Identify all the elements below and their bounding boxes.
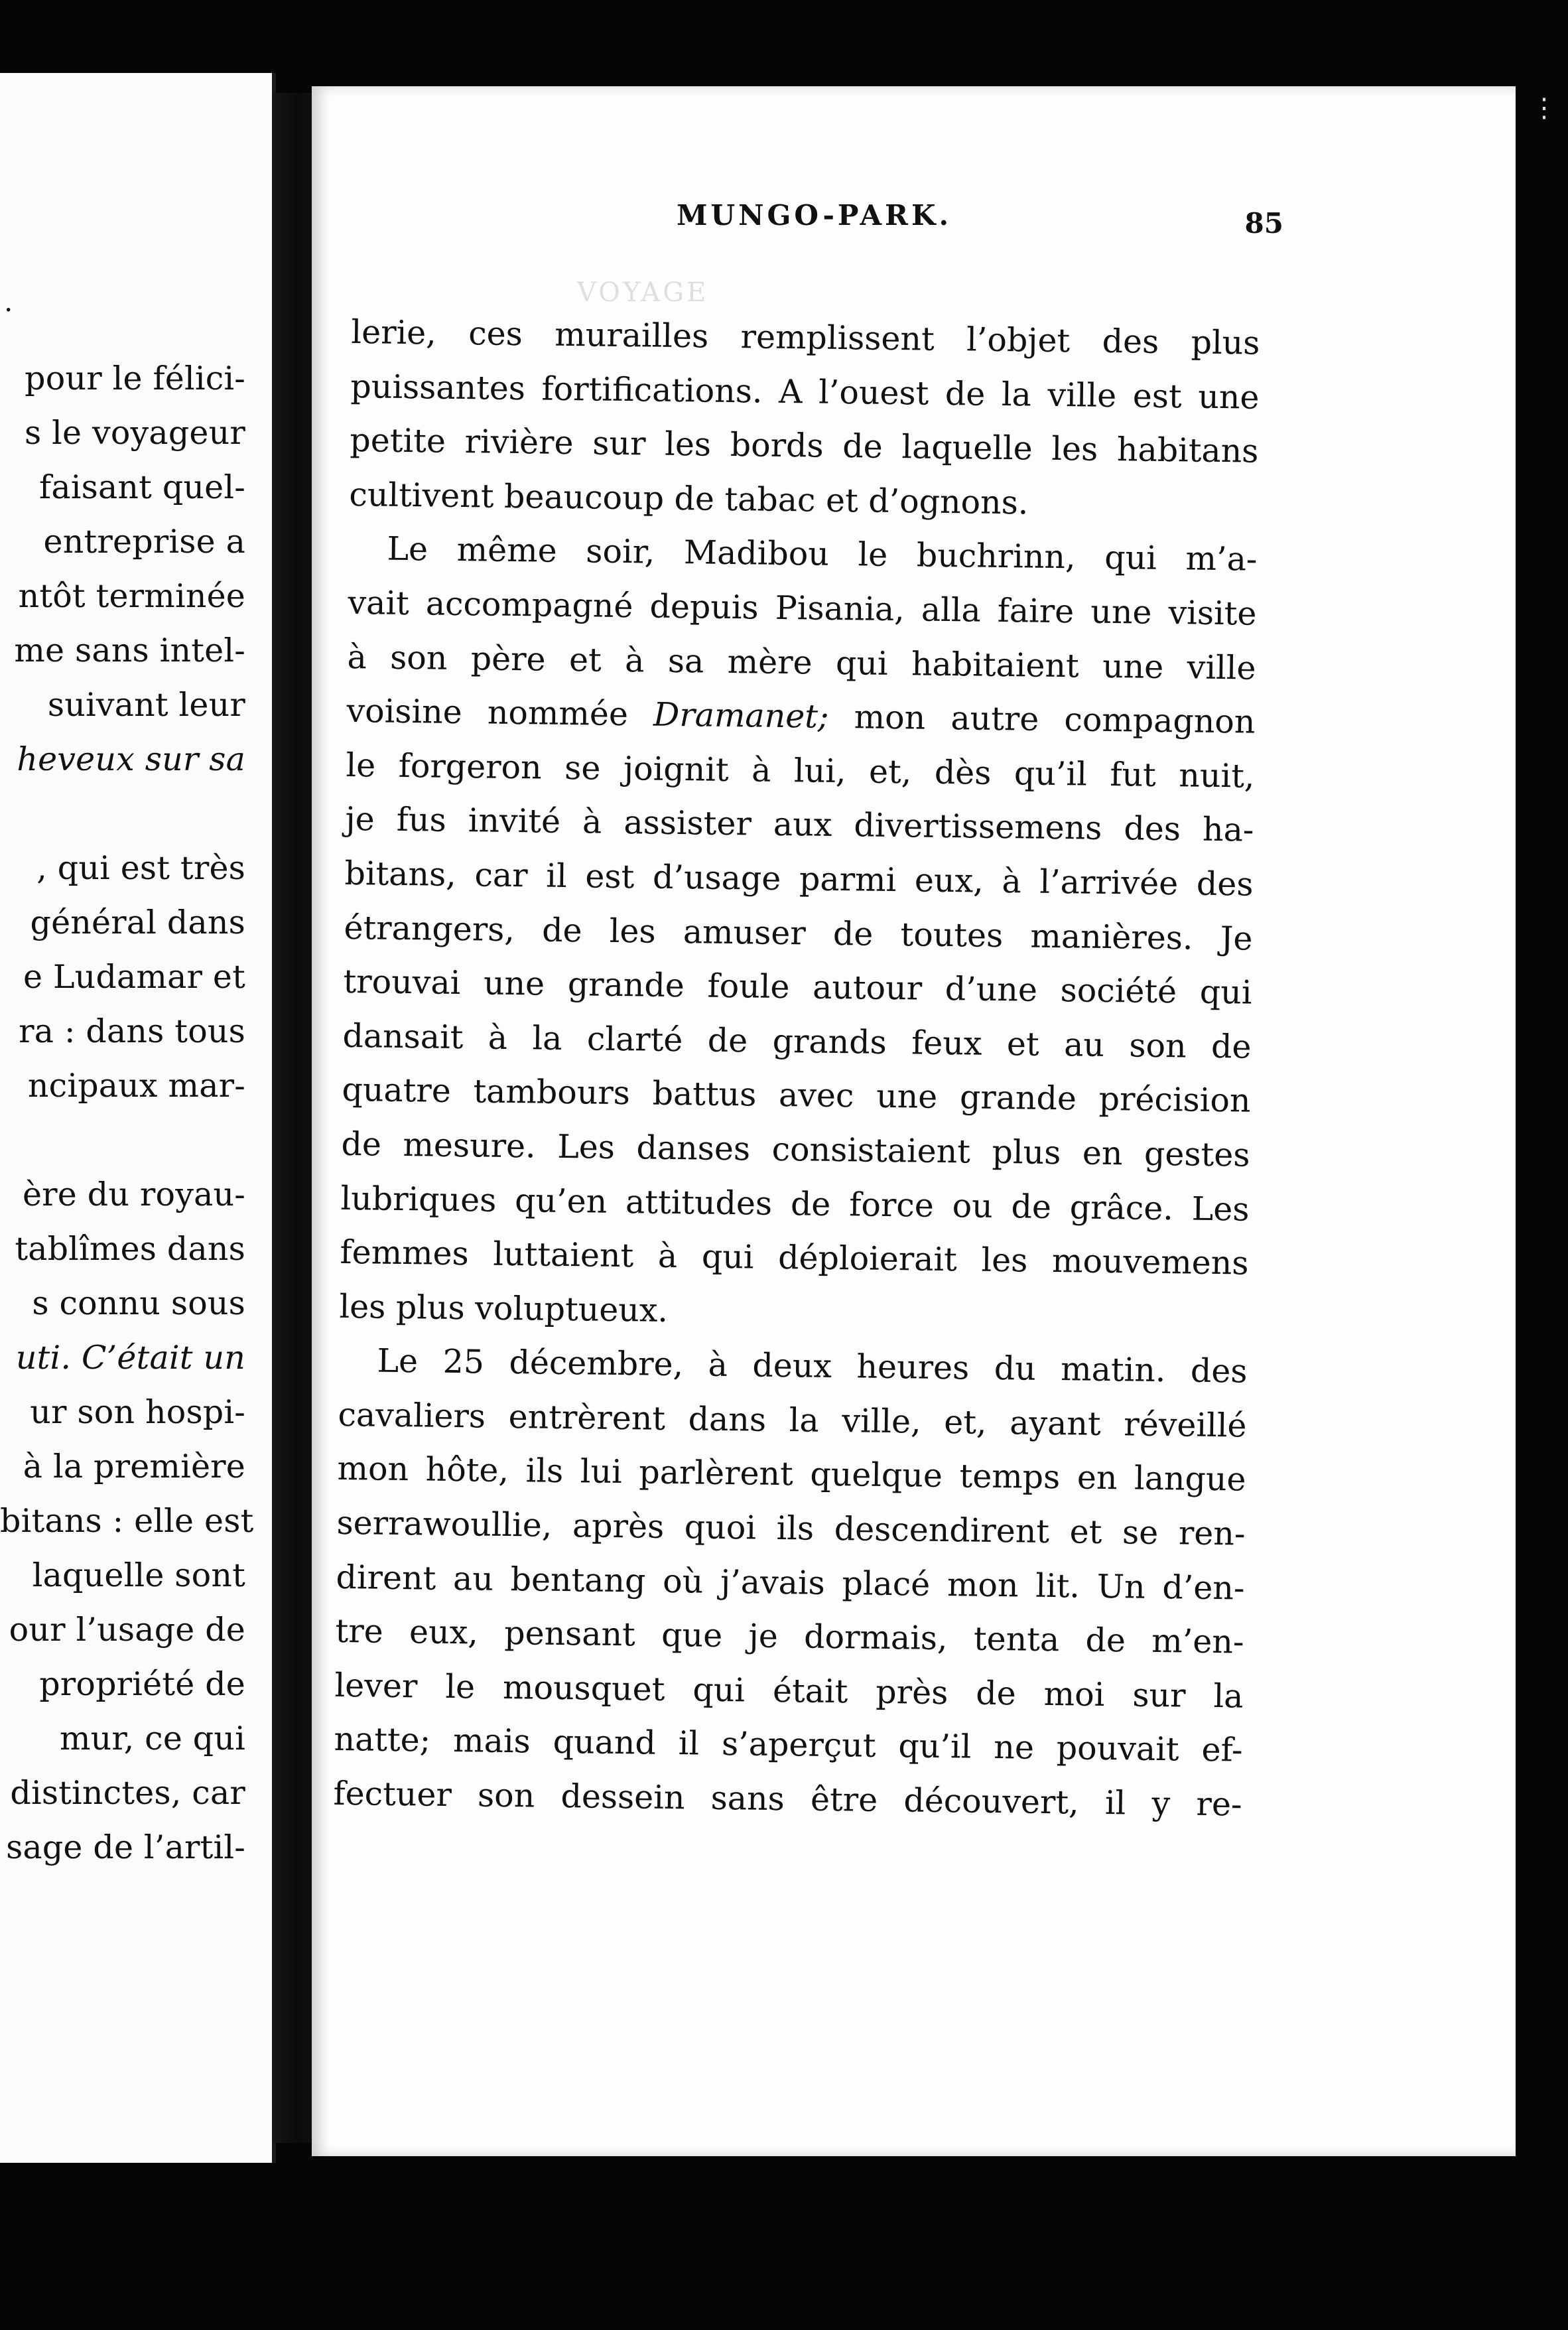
left-line: [0, 1113, 245, 1168]
text-line: lever le mousquet qui était près de moi sur la: [334, 1666, 1244, 1716]
left-line: e Ludamar et: [23, 958, 245, 996]
left-line: me sans intel-: [14, 632, 245, 669]
left-line: laquelle sont: [32, 1556, 245, 1594]
text-fragment: voisine nommée: [346, 692, 629, 734]
text-line: bitans, car il est d’usage parmi eux, à l’arrivée des: [344, 854, 1254, 904]
text-line: les plus voluptueux.: [339, 1287, 669, 1330]
left-line: sage de l’artil-: [6, 1828, 245, 1866]
left-line: bitans : elle est: [0, 1502, 254, 1540]
left-line: uti. C’était un: [15, 1339, 245, 1377]
left-line: heveux sur sa: [17, 740, 245, 778]
left-line: tablîmes dans: [15, 1230, 245, 1268]
page-number: 85: [1244, 207, 1283, 240]
left-line: , qui est très: [36, 849, 245, 887]
text-line: je fus invité à assister aux divertissemens des ha-: [345, 800, 1254, 850]
text-line: trouvai une grande foule autour d’une société qui: [343, 963, 1252, 1012]
running-head: MUNGO-PARK.: [677, 199, 952, 232]
text-line: dirent au bentang où j’avais placé mon lit. Un d’en-: [336, 1558, 1245, 1608]
text-line: tre eux, pensant que je dormais, tenta de m’en-: [335, 1612, 1244, 1661]
left-page-mark: .: [4, 285, 13, 318]
text-line: puissantes fortifications. A l’ouest de la ville est une: [350, 367, 1260, 417]
text-line: lubriques qu’en attitudes de force ou de grâce. Les: [340, 1179, 1250, 1229]
left-line: [0, 787, 245, 841]
left-line: ncipaux mar-: [27, 1067, 245, 1105]
text-line: le forgeron se joignit à lui, et, dès qu’il fut nuit,: [346, 746, 1255, 795]
text-line: à son père et à sa mère qui habitaient une ville: [347, 638, 1256, 687]
left-page-text: [0, 352, 254, 1875]
text-line: fectuer son dessein sans être découvert, il y re-: [333, 1774, 1242, 1824]
text-line: femmes luttaient à qui déploierait les mouvemens: [340, 1233, 1249, 1282]
text-line: dansait à la clarté de grands feux et au son de: [342, 1016, 1252, 1066]
left-line: à la première: [23, 1448, 245, 1485]
scan-right-edge: [1516, 73, 1568, 2183]
left-line: s le voyageur: [25, 414, 245, 452]
edge-mark: ⋮: [1531, 93, 1557, 123]
page-body: [333, 305, 1260, 1832]
text-line: vait accompagné depuis Pisania, alla faire une visite: [348, 583, 1257, 633]
left-line: our l’usage de: [9, 1611, 245, 1649]
text-line: serrawoullie, après quoi ils descendirent et se ren-: [336, 1503, 1246, 1553]
left-line: entreprise a: [43, 523, 245, 561]
left-line: ntôt terminée: [18, 577, 245, 615]
text-line: Le même soir, Madibou le buchrinn, qui m’a-: [387, 530, 1258, 579]
left-line: s connu sous: [32, 1284, 245, 1322]
text-line: lerie, ces murailles remplissent l’objet des plus: [351, 312, 1260, 362]
text-line: cavaliers entrèrent dans la ville, et, ayant réveillé: [338, 1395, 1247, 1445]
text-line: natte; mais quand il s’aperçut qu’il ne pouvait ef-: [334, 1720, 1243, 1770]
text-line: étrangers, de les amuser de toutes manières. Je: [344, 908, 1253, 958]
left-line: suivant leur: [47, 686, 245, 724]
left-line: ur son hospi-: [30, 1393, 245, 1431]
place-name: Dramanet;: [653, 695, 829, 736]
left-line: distinctes, car: [10, 1774, 245, 1812]
text-line: Le 25 décembre, à deux heures du matin. des: [377, 1341, 1248, 1391]
left-line: ère du royau-: [22, 1176, 245, 1213]
page-header: [368, 199, 1283, 259]
left-line: pour le félici-: [25, 360, 245, 397]
text-line: petite rivière sur les bords de laquelle les habitans: [350, 421, 1259, 470]
left-page: [0, 73, 276, 2163]
text-line: cultivent beaucoup de tabac et d’ognons.: [349, 475, 1029, 522]
show-through-text: VOYAGE: [577, 277, 709, 308]
left-line: général dans: [30, 904, 245, 941]
text-line: mon hôte, ils lui parlèrent quelque temps en langue: [337, 1450, 1246, 1499]
text-line: de mesure. Les danses consistaient plus en gestes: [341, 1125, 1250, 1174]
left-line: mur, ce qui: [59, 1720, 245, 1757]
left-line: ra : dans tous: [19, 1012, 245, 1050]
text-fragment: mon autre compagnon: [854, 698, 1256, 741]
left-line: faisant quel-: [39, 468, 245, 506]
left-line: propriété de: [39, 1665, 245, 1703]
text-line: quatre tambours battus avec une grande précision: [342, 1071, 1251, 1120]
